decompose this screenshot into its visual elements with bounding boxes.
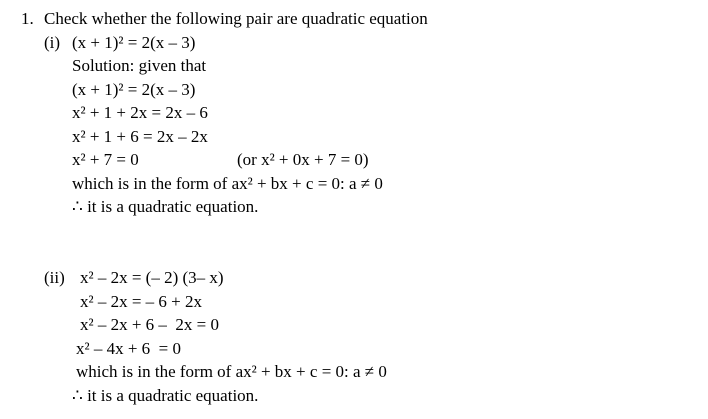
part-ii-equation: x² – 2x = (– 2) (3– x) [80,268,224,287]
part-i-form-statement: which is in the form of ax² + bx + c = 0: a ≠ 0 [72,174,383,193]
part-i-step-1: (x + 1)² = 2(x – 3) [72,80,196,99]
part-i-equation: (x + 1)² = 2(x – 3) [72,33,196,52]
part-ii-step-1: x² – 2x = – 6 + 2x [80,292,203,311]
part-ii-label: (ii) [44,268,65,287]
part-i-step-4-alt: (or x² + 0x + 7 = 0) [237,150,369,169]
part-ii-form-statement: which is in the form of ax² + bx + c = 0: a ≠ 0 [76,362,387,381]
part-i-label: (i) [44,33,61,52]
part-i-step-2: x² + 1 + 2x = 2x – 6 [72,103,208,122]
part-i-solution-intro: Solution: given that [72,56,207,75]
part-i-step-3: x² + 1 + 6 = 2x – 2x [72,127,208,146]
part-ii-step-2: x² – 2x + 6 – 2x = 0 [80,315,220,334]
part-ii-conclusion: ∴ it is a quadratic equation. [72,386,259,405]
part-i-conclusion: ∴ it is a quadratic equation. [72,197,259,216]
part-ii-step-3: x² – 4x + 6 = 0 [76,339,182,358]
question-text: Check whether the following pair are quadratic equation [44,9,428,28]
part-i-step-4: x² + 7 = 0 [72,150,139,169]
question-number: 1. [21,9,34,28]
